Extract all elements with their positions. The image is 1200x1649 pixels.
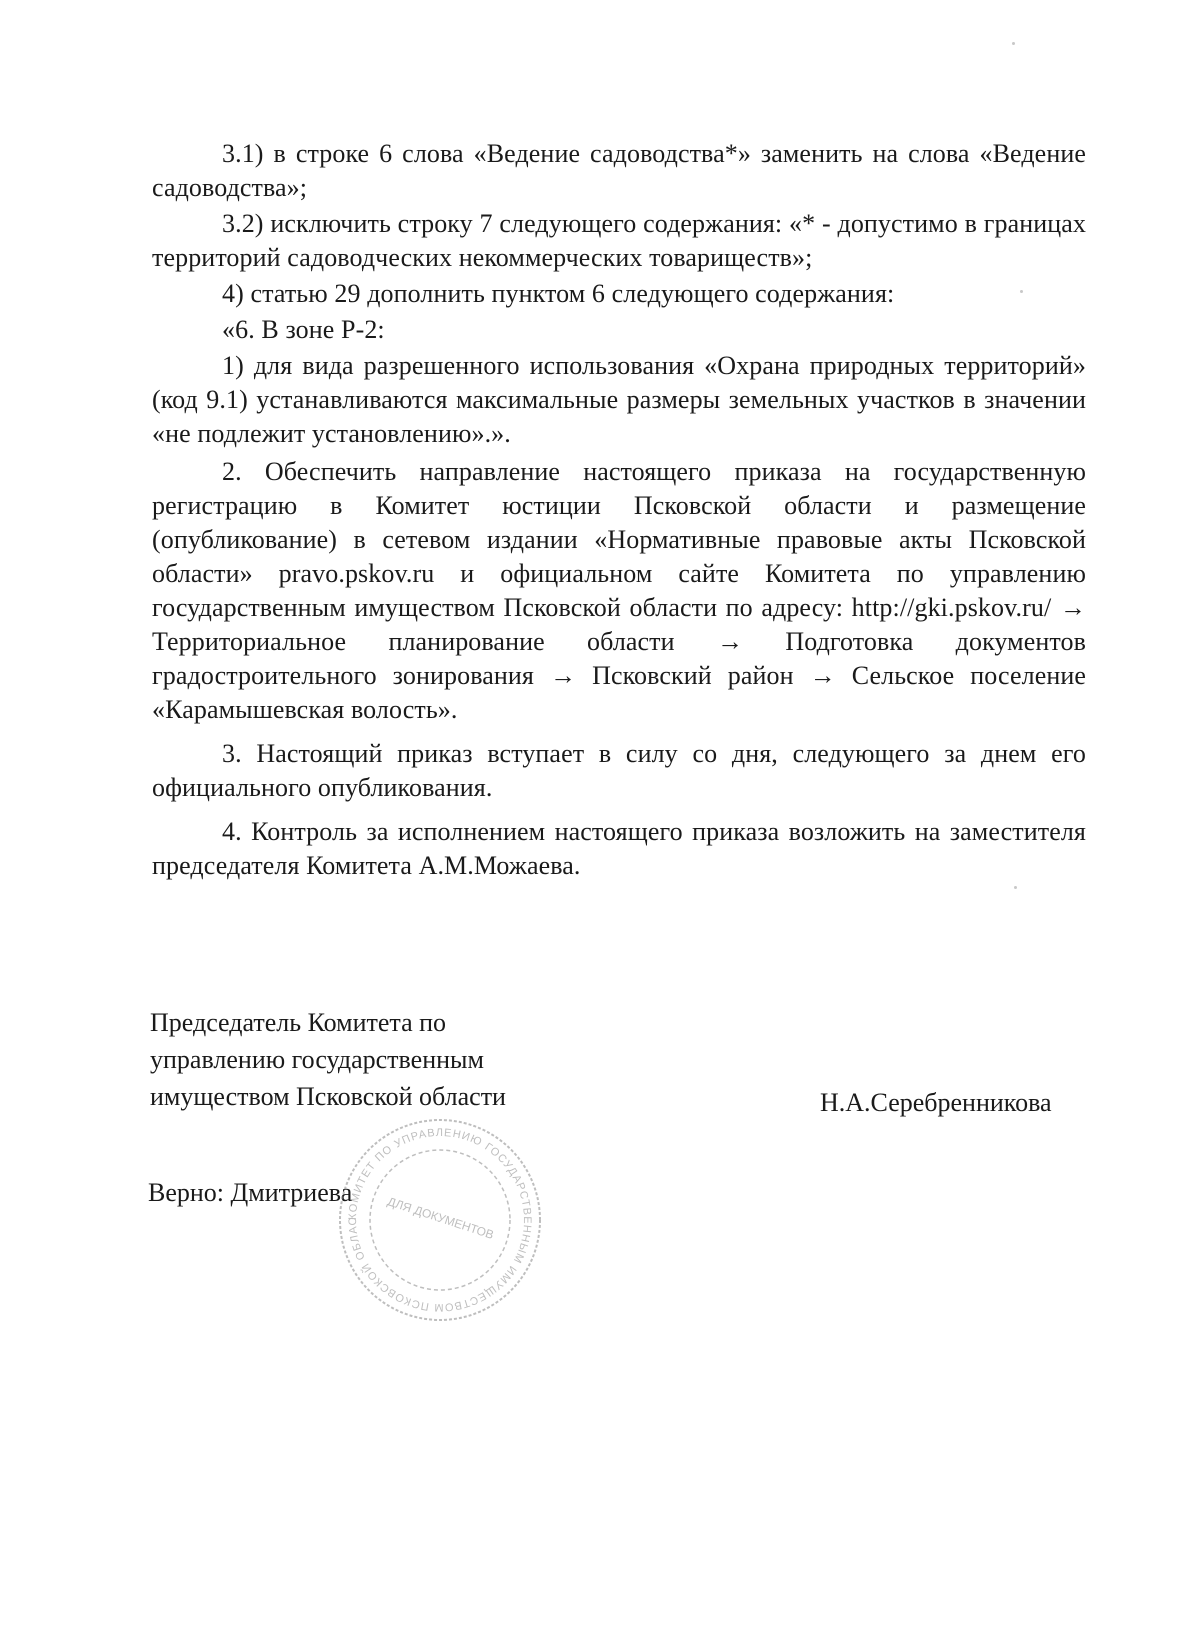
paragraph-item-3-effective: 3. Настоящий приказ вступает в силу со дня, следующего за днем его официального опубликования. (152, 739, 1086, 802)
paragraph-item-4-control: 4. Контроль за исполнением настоящего приказа возложить на заместителя председателя Комитета А.М.Можаева. (152, 817, 1086, 880)
official-stamp (330, 1110, 550, 1330)
paragraph-3-2: 3.2) исключить строку 7 следующего содержания: «* - допустимо в границах территорий садоводческих некоммерческих товариществ»; (152, 209, 1086, 272)
signatory-title-line-1: Председатель Комитета по (150, 1008, 447, 1037)
scan-speck (1020, 290, 1023, 293)
signatory-title (150, 1004, 506, 1115)
stamp-seal-icon (330, 1110, 550, 1330)
scan-speck (1014, 886, 1017, 889)
signatory-title-line-3: имуществом Псковской области (150, 1082, 506, 1111)
certified-copy-note: Верно: Дмитриева (148, 1178, 353, 1207)
stamp-outer-text: КОМИТЕТ ПО УПРАВЛЕНИЮ ГОСУДАРСТВЕННЫМ ИМУЩЕСТВОМ ПСКОВСКОЙ ОБЛАС (346, 1126, 534, 1314)
stamp-inner-text: ДЛЯ ДОКУМЕНТОВ (385, 1194, 496, 1242)
paragraph-item-2-publication: 2. Обеспечить направление настоящего приказа на государственную регистрацию в Комитет юстиции Псковской области и размещение (опубликование) в сетевом издании «Нормативные правовые акты Псковской области» pravo.pskov.ru и официальном сайте Комитета по управлению государственным имуществом Псковской области по адресу: http://gki.pskov.ru/ → Территориальное планирование области → Подготовка документов градостроительного зонирования → Псковский район → Сельское поселение «Карамышевская волость». (152, 457, 1086, 724)
paragraph-3-1: 3.1) в строке 6 слова «Ведение садоводства*» заменить на слова «Ведение садоводства»; (152, 139, 1086, 202)
document-body (152, 137, 1086, 883)
paragraph-zone-r2-item-1: 1) для вида разрешенного использования «Охрана природных территорий» (код 9.1) устанавливаются максимальные размеры земельных участков в значении «не подлежит установлению».». (152, 351, 1086, 448)
signatory-title-line-2: управлению государственным (150, 1045, 484, 1074)
signatory-name: Н.А.Серебренникова (820, 1088, 1052, 1117)
paragraph-4: 4) статью 29 дополнить пунктом 6 следующего содержания: (222, 279, 895, 308)
paragraph-zone-r2: «6. В зоне Р-2: (222, 315, 385, 344)
scan-speck (1012, 42, 1015, 45)
